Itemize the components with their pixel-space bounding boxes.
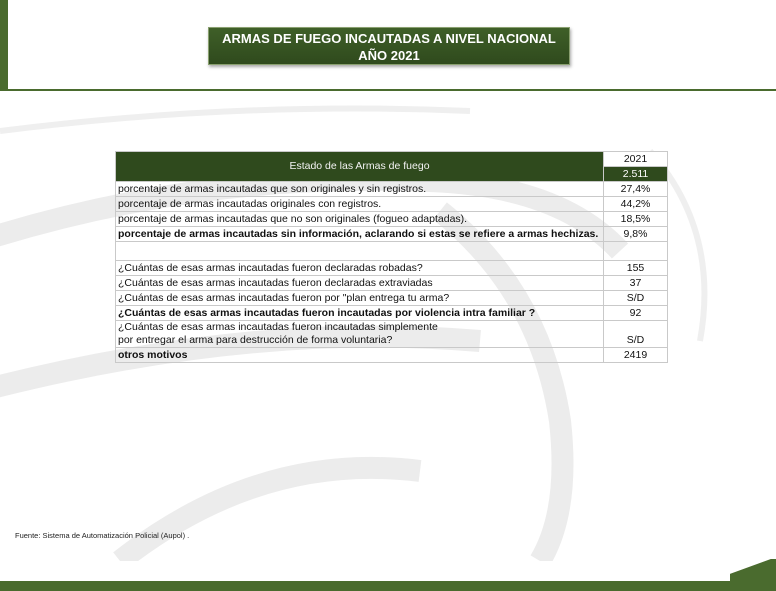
row-label: ¿Cuántas de esas armas incautadas fueron declaradas robadas? [116, 261, 604, 276]
table-row [116, 227, 668, 242]
row-value: 27,4% [604, 182, 668, 197]
page-title [208, 27, 570, 65]
row-value: 92 [604, 306, 668, 321]
row-label: porcentaje de armas incautadas originales con registros. [116, 197, 604, 212]
table-row [116, 197, 668, 212]
row-label: otros motivos [116, 348, 604, 363]
table-year: 2021 [604, 152, 668, 167]
row-label: ¿Cuántas de esas armas incautadas fueron incautadas por violencia intra familiar ? [116, 306, 604, 321]
row-label: ¿Cuántas de esas armas incautadas fueron por "plan entrega tu arma? [116, 291, 604, 306]
table-spacer-row [116, 242, 668, 261]
row-label-line-1: ¿Cuántas de esas armas incautadas fueron incautadas simplemente [118, 321, 438, 333]
row-label: porcentaje de armas incautadas que son originales y sin registros. [116, 182, 604, 197]
row-label: porcentaje de armas incautadas que no son originales (fogueo adaptadas). [116, 212, 604, 227]
row-value: 18,5% [604, 212, 668, 227]
firearms-table [115, 151, 668, 363]
table-row [116, 306, 668, 321]
row-value: S/D [604, 291, 668, 306]
table-row [116, 291, 668, 306]
table-row [116, 212, 668, 227]
left-accent-bar [0, 0, 8, 90]
table-row [116, 348, 668, 363]
table-row [116, 276, 668, 291]
row-value: 9,8% [604, 227, 668, 242]
table-row [116, 261, 668, 276]
table-row [116, 321, 668, 348]
title-line-1: ARMAS DE FUEGO INCAUTADAS A NIVEL NACIONAL [222, 31, 556, 46]
table-total: 2.511 [604, 167, 668, 182]
bottom-accent-band [0, 581, 776, 591]
row-label: porcentaje de armas incautadas sin información, aclarando si estas se refiere a armas hechizas. [116, 227, 604, 242]
row-label [116, 321, 604, 348]
row-label: ¿Cuántas de esas armas incautadas fueron declaradas extraviadas [116, 276, 604, 291]
row-value: 37 [604, 276, 668, 291]
row-label-line-2: por entregar el arma para destrucción de forma voluntaria? [118, 334, 393, 346]
row-value: S/D [604, 321, 668, 348]
table-header-label: Estado de las Armas de fuego [116, 152, 604, 182]
source-footnote: Fuente: Sistema de Automatización Policial (Aupol) . [15, 531, 190, 540]
table-row [116, 182, 668, 197]
row-value: 44,2% [604, 197, 668, 212]
row-value: 155 [604, 261, 668, 276]
title-line-2: AÑO 2021 [358, 48, 420, 63]
row-value: 2419 [604, 348, 668, 363]
